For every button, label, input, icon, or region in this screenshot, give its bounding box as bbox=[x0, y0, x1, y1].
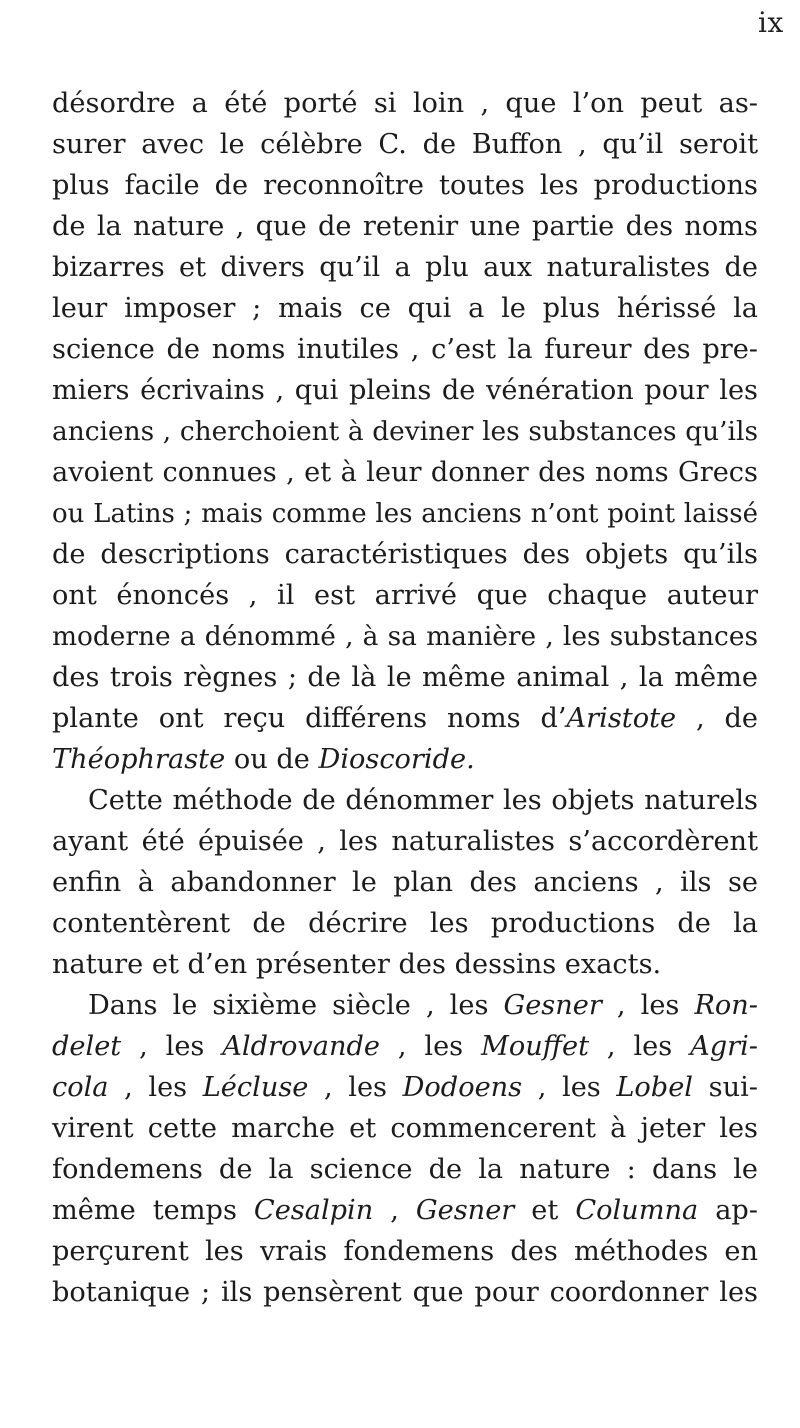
text-line: avoient connues , et à leur donner des noms Grecs bbox=[52, 457, 758, 488]
text-span: , les bbox=[589, 1031, 691, 1062]
text-line: ayant été épuisée , les naturalistes s’accordèrent bbox=[52, 826, 758, 857]
author-name: Aldrovande bbox=[222, 1031, 380, 1062]
author-name: Cesalpin bbox=[253, 1195, 374, 1226]
text-span: , bbox=[373, 1195, 416, 1226]
author-name: Columna bbox=[575, 1195, 699, 1226]
author-name: Lobel bbox=[616, 1072, 693, 1103]
author-name: Aristote bbox=[566, 703, 677, 734]
text-line: enfin à abandonner le plan des anciens , ils se bbox=[52, 867, 758, 898]
text-line: bizarres et divers qu’il a plu aux naturalistes de bbox=[52, 252, 758, 283]
text-line: plus facile de reconnoître toutes les productions bbox=[52, 170, 758, 201]
text-line bbox=[52, 1191, 758, 1231]
text-span: sui- bbox=[693, 1072, 758, 1103]
author-name: Théophraste bbox=[52, 744, 226, 775]
text-line: miers écrivains , qui pleins de vénération pour les bbox=[52, 375, 758, 406]
text-line: science de noms inutiles , c’est la fureur des pre- bbox=[52, 334, 758, 365]
text-span: , les bbox=[308, 1072, 403, 1103]
text-line bbox=[52, 699, 758, 739]
text-line bbox=[88, 986, 758, 1026]
text-line: anciens , cherchoient à deviner les substances qu’ils bbox=[52, 416, 758, 447]
text-line: ou Latins ; mais comme les anciens n’ont point laissé bbox=[52, 499, 758, 529]
author-name: Lécluse bbox=[202, 1072, 309, 1103]
text-line: leur imposer ; mais ce qui a le plus hérissé la bbox=[52, 293, 758, 324]
text-line: désordre a été porté si loin , que l’on peut as- bbox=[52, 88, 758, 119]
text-span: ap- bbox=[698, 1195, 758, 1226]
author-name: Gesner bbox=[415, 1195, 515, 1226]
text-line: Cette méthode de dénommer les objets naturels bbox=[88, 785, 758, 816]
text-line bbox=[52, 740, 758, 780]
text-span: ou de bbox=[225, 744, 319, 775]
text-span: même temps bbox=[52, 1195, 254, 1226]
text-line: de descriptions caractéristiques des objets qu’ils bbox=[52, 539, 758, 570]
author-name: cola bbox=[52, 1072, 109, 1103]
author-name: Gesner bbox=[503, 990, 602, 1021]
text-line: botanique ; ils pensèrent que pour coordonner les bbox=[52, 1277, 758, 1308]
text-line: perçurent les vrais fondemens des méthodes en bbox=[52, 1236, 758, 1267]
text-line: nature et d’en présenter des dessins exacts. bbox=[52, 949, 662, 980]
text-line: surer avec le célèbre C. de Buffon , qu’il seroit bbox=[52, 129, 758, 160]
author-name: Dodoens bbox=[402, 1072, 523, 1103]
text-span: , les bbox=[522, 1072, 617, 1103]
text-line: des trois règnes ; de là le même animal , la même bbox=[52, 662, 758, 693]
text-span: plante ont reçu différens noms d’ bbox=[52, 703, 567, 734]
text-span: , les bbox=[108, 1072, 203, 1103]
text-span: , les bbox=[121, 1031, 223, 1062]
text-span: , de bbox=[676, 703, 758, 734]
author-name: Agri- bbox=[690, 1031, 758, 1062]
text-line: moderne a dénommé , à sa manière , les substances bbox=[52, 621, 758, 652]
author-name: Ron- bbox=[694, 990, 758, 1021]
text-span: Dans le sixième siècle , les bbox=[88, 990, 504, 1021]
text-line: ont énoncés , il est arrivé que chaque auteur bbox=[52, 580, 758, 611]
text-line: contentèrent de décrire les productions de la bbox=[52, 908, 758, 939]
text-line bbox=[52, 1027, 758, 1067]
text-span: et bbox=[514, 1195, 576, 1226]
text-span: , les bbox=[601, 990, 695, 1021]
text-line: virent cette marche et commencerent à jeter les bbox=[52, 1113, 758, 1144]
text-span: , les bbox=[379, 1031, 482, 1062]
text-line bbox=[52, 1068, 758, 1108]
author-name: delet bbox=[52, 1031, 122, 1062]
author-name: Mouffet bbox=[481, 1031, 590, 1062]
author-name: Dioscoride. bbox=[318, 744, 475, 775]
text-line: de la nature , que de retenir une partie des noms bbox=[52, 211, 758, 242]
text-line: fondemens de la science de la nature : dans le bbox=[52, 1154, 758, 1185]
page-number: ix bbox=[758, 6, 784, 39]
